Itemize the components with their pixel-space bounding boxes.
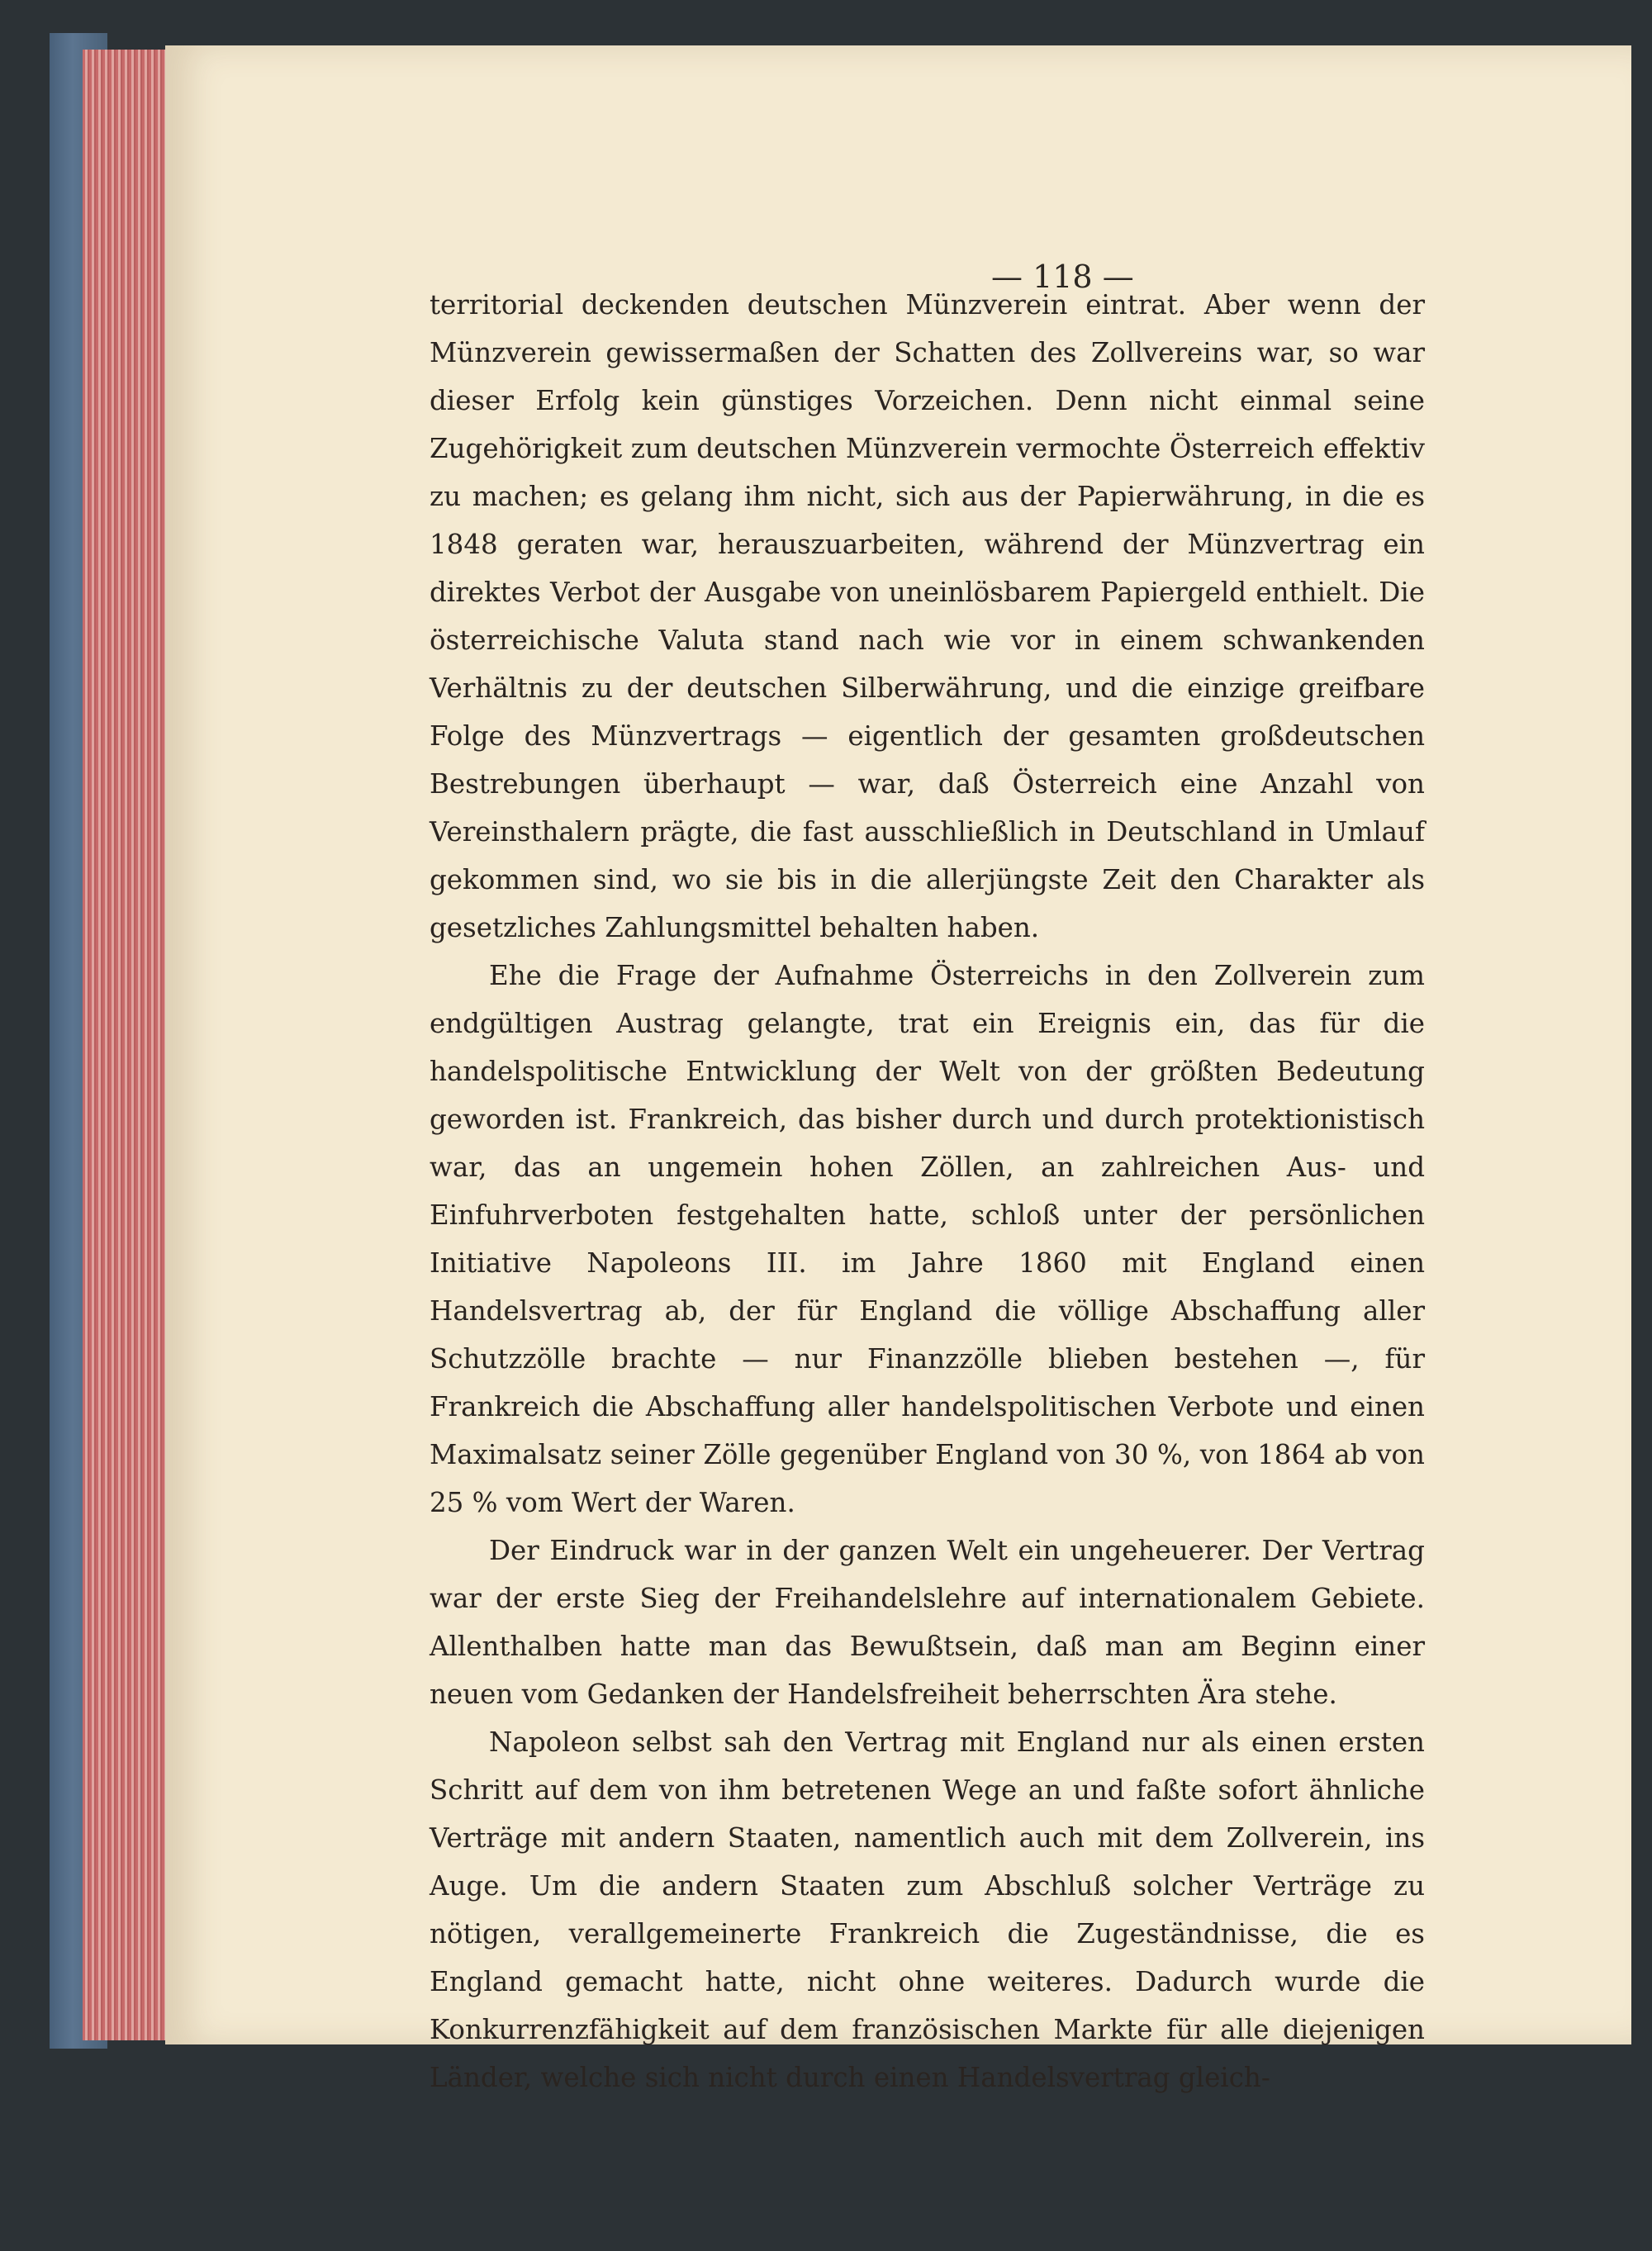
- body-text: [430, 281, 1425, 2101]
- paragraph: Der Eindruck war in der ganzen Welt ein ungeheuerer. Der Vertrag war der erste Sieg der Freihandelslehre auf internationalem Gebiete. Allenthalben hatte man das Bewußtsein, daß man am Beginn einer neuen vom Gedanken der Handelsfreiheit beherrschten Ära stehe.: [430, 1535, 1425, 1710]
- page-number: — 118 —: [991, 259, 1134, 295]
- paragraph: Napoleon selbst sah den Vertrag mit England nur als einen ersten Schritt auf dem von ihm betretenen Wege an und faßte sofort ähnliche Verträge mit andern Staaten, namentlich auch mit dem Zollverein, ins Auge. Um die andern Staaten zum Abschluß solcher Verträge zu nötigen, verallgemeinerte Frankreich die Zugeständnisse, die es England gemacht hatte, nicht ohne weiteres. Dadurch wurde die Konkurrenzfähigkeit auf dem französischen Markte für alle diejenigen Länder, welche sich nicht durch einen Handelsvertrag gleich-: [430, 1726, 1425, 2093]
- paragraph: territorial deckenden deutschen Münzverein eintrat. Aber wenn der Münzverein gewissermaßen der Schatten des Zollvereins war, so war dieser Erfolg kein günstiges Vorzeichen. Denn nicht einmal seine Zugehörigkeit zum deutschen Münzverein vermochte Österreich effektiv zu machen; es gelang ihm nicht, sich aus der Papierwährung, in die es 1848 geraten war, herauszuarbeiten, während der Münzvertrag ein direktes Verbot der Ausgabe von uneinlösbarem Papiergeld enthielt. Die österreichische Valuta stand nach wie vor in einem schwankenden Verhältnis zu der deutschen Silberwährung, und die einzige greifbare Folge des Münzvertrags — eigentlich der gesamten großdeutschen Bestrebungen überhaupt — war, daß Österreich eine Anzahl von Vereinsthalern prägte, die fast ausschließlich in Deutschland in Umlauf gekommen sind, wo sie bis in die allerjüngste Zeit den Charakter als gesetzliches Zahlungsmittel behalten haben.: [430, 289, 1425, 943]
- paragraph: Ehe die Frage der Aufnahme Österreichs in den Zollverein zum endgültigen Austrag gelangte, trat ein Ereignis ein, das für die handelspolitische Entwicklung der Welt von der größten Bedeutung geworden ist. Frankreich, das bisher durch und durch protektionistisch war, das an ungemein hohen Zöllen, an zahlreichen Aus- und Einfuhrverboten festgehalten hatte, schloß unter der persönlichen Initiative Napoleons III. im Jahre 1860 mit England einen Handelsvertrag ab, der für England die völlige Abschaffung aller Schutzzölle brachte — nur Finanzzölle blieben bestehen —, für Frankreich die Abschaffung aller handelspolitischen Verbote und einen Maximalsatz seiner Zölle gegenüber England von 30 %, von 1864 ab von 25 % vom Wert der Waren.: [430, 960, 1425, 1518]
